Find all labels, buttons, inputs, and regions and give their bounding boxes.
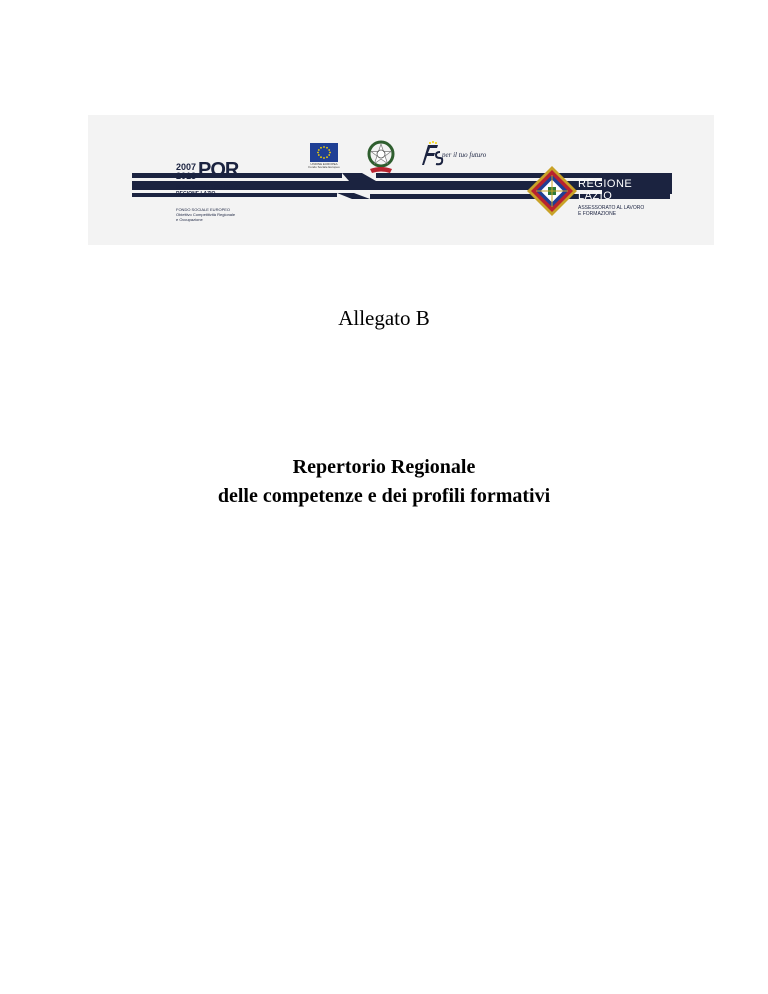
document-title [0, 453, 768, 511]
document-title-line-1: Repertorio Regionale [292, 456, 476, 478]
italian-republic-emblem-icon [366, 139, 396, 177]
regione-lazio-crest-icon [526, 165, 578, 217]
eu-caption: UNIONE EUROPEA Fondo Sociale Europeo [308, 162, 340, 169]
por-word: POR [198, 159, 239, 181]
document-title-line-2: delle competenze e dei profili formativi [217, 485, 551, 507]
regione-name: REGIONE LAZIO [578, 178, 633, 202]
fse-tagline: per il tuo futuro [442, 151, 487, 159]
regione-department: ASSESSORATO AL LAVORO E FORMAZIONE [578, 205, 645, 217]
por-subtitle: PROGRAMMA OPERATIVO REGIONE LAZIO [176, 185, 241, 197]
por-fund-text: FONDO SOCIALE EUROPEO Obiettivo Competitività Regionale e Occupazione [176, 207, 236, 222]
annex-label: Allegato B [338, 306, 430, 330]
header-banner [88, 115, 714, 245]
por-years: 2007 2013 [176, 162, 197, 181]
eu-flag-icon [310, 143, 338, 162]
